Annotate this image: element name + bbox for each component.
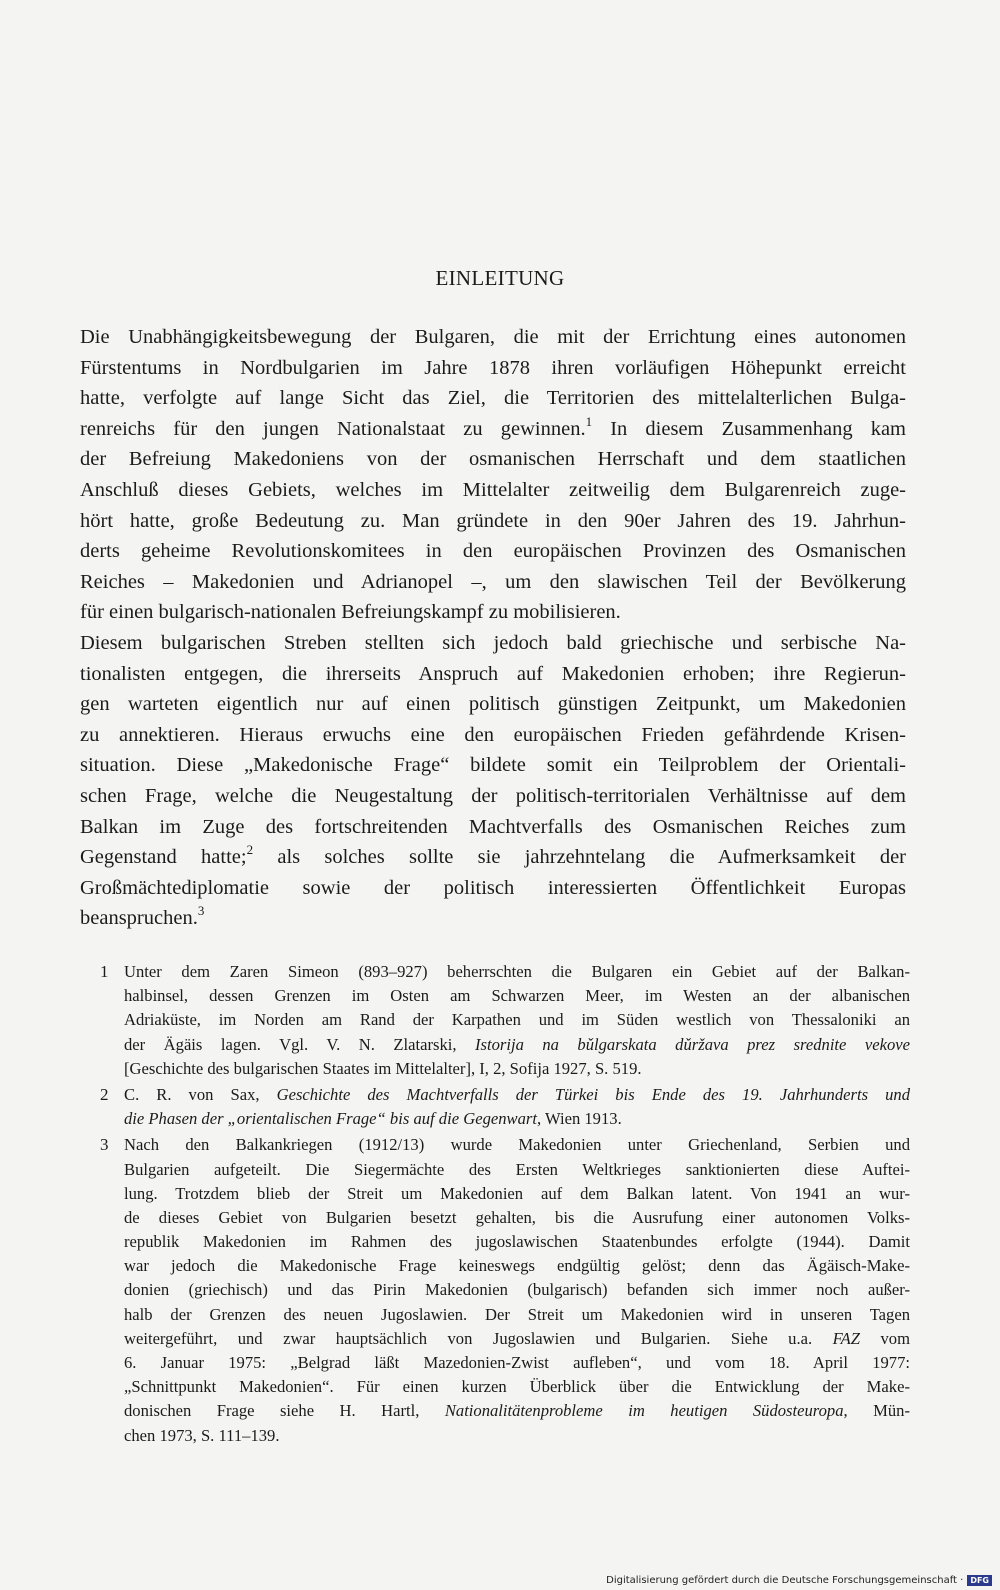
footnote-line: 6. Januar 1975: „Belgrad läßt Mazedonien-Zwist aufleben“, und vom 18. April 1977: bbox=[124, 1353, 910, 1372]
footnote-title: Geschichte des Machtverfalls der Türkei bis Ende des 19. Jahrhunderts und bbox=[276, 1084, 910, 1104]
footnote-line: war jedoch die Makedonische Frage keineswegs endgültig gelöst; denn das Ägäisch-Make- bbox=[124, 1256, 910, 1276]
footnote-line: republik Makedonien im Rahmen des jugoslawischen Staatenbundes erfolgte (1944). Damit bbox=[124, 1232, 910, 1252]
footnote-text: , Mün- bbox=[843, 1401, 910, 1421]
body-line bbox=[80, 903, 906, 934]
body-text bbox=[80, 322, 906, 934]
body-line: schen Frage, welche die Neugestaltung der politisch-territorialen Verhältnisse auf dem bbox=[80, 784, 906, 807]
footer-text: Digitalisierung gefördert durch die Deutsche Forschungsgemeinschaft · bbox=[606, 1575, 964, 1586]
footnote-text: vom bbox=[860, 1328, 910, 1348]
body-line bbox=[80, 414, 906, 445]
footnote-title: Nationalitätenprobleme im heutigen Südosteuropa bbox=[444, 1401, 844, 1421]
body-line bbox=[80, 842, 906, 873]
body-line-text: als solches sollte sie jahrzehntelang die Aufmerksamkeit der bbox=[253, 846, 906, 869]
dfg-logo: DFG bbox=[967, 1575, 992, 1586]
body-line: gen warteten eigentlich nur auf einen politisch günstigen Zeitpunkt, um Makedonien bbox=[80, 693, 906, 716]
body-line: zu annektieren. Hieraus erwuchs eine den europäischen Frieden gefährdende Krisen- bbox=[80, 723, 906, 746]
footnotes bbox=[100, 960, 910, 1450]
footnote-number: 3 bbox=[100, 1135, 109, 1155]
body-line: hört hatte, große Bedeutung zu. Man gründete in den 90er Jahren des 19. Jahrhun- bbox=[80, 509, 906, 532]
footnote-title: Istorija na bǔlgarskata dǔržava prez srednite vekove bbox=[475, 1034, 911, 1054]
footnote-text: C. R. von Sax, bbox=[124, 1084, 277, 1104]
footnote-line: lung. Trotzdem blieb der Streit um Makedonien auf dem Balkan latent. Von 1941 an wur- bbox=[124, 1183, 910, 1203]
footnote-title: FAZ bbox=[832, 1328, 860, 1348]
body-line-text: In diesem Zusammenhang kam bbox=[592, 417, 906, 440]
body-line: Balkan im Zuge des fortschreitenden Machtverfalls des Osmanischen Reiches zum bbox=[80, 815, 906, 838]
body-line: hatte, verfolgte auf lange Sicht das Ziel, die Territorien des mittelalterlichen Bulga- bbox=[80, 387, 906, 410]
footnote-line: de dieses Gebiet von Bulgarien besetzt gehalten, bis die Ausrufung einer autonomen Volks- bbox=[124, 1207, 910, 1227]
body-line: Reiches – Makedonien und Adrianopel –, um den slawischen Teil der Bevölkerung bbox=[80, 570, 906, 593]
footnote-ref-1[interactable]: 1 bbox=[585, 413, 593, 429]
body-line: derts geheime Revolutionskomitees in den europäischen Provinzen des Osmanischen bbox=[80, 540, 906, 563]
body-line: tionalisten entgegen, die ihrerseits Anspruch auf Makedonien erhoben; ihre Regierun- bbox=[80, 662, 906, 685]
footnote-ref-2[interactable]: 2 bbox=[246, 842, 254, 858]
footnote-2 bbox=[100, 1083, 910, 1131]
footnote-line: halb der Grenzen des neuen Jugoslawien. Der Streit um Makedonien wird in unseren Tagen bbox=[124, 1304, 910, 1324]
body-line: Die Unabhängigkeitsbewegung der Bulgaren, die mit der Errichtung eines autonomen bbox=[80, 326, 906, 348]
chapter-heading: EINLEITUNG bbox=[435, 266, 565, 290]
footnote-number: 2 bbox=[100, 1084, 109, 1104]
footnote-line bbox=[124, 1083, 910, 1107]
footnote-title: die Phasen der „orientalischen Frage“ bis auf die Gegenwart bbox=[124, 1109, 537, 1129]
footnote-line: Unter dem Zaren Simeon (893–927) beherrschten die Bulgaren ein Gebiet auf der Balkan- bbox=[124, 962, 910, 981]
footnote-3 bbox=[100, 1133, 910, 1447]
body-line-text: renreichs für den jungen Nationalstaat zu gewinnen. bbox=[80, 417, 586, 440]
footnote-line bbox=[124, 1033, 910, 1057]
footnote-text: donischen Frage siehe H. Hartl, bbox=[124, 1401, 445, 1421]
footnote-text: , Wien 1913. bbox=[536, 1109, 622, 1129]
body-line: Anschluß dieses Gebiets, welches im Mittelalter zeitweilig dem Bulgarenreich zuge- bbox=[80, 478, 906, 501]
body-line: Großmächtediplomatie sowie der politisch interessierten Öffentlichkeit Europas bbox=[80, 876, 906, 899]
body-line: Fürstentums in Nordbulgarien im Jahre 1878 ihren vorläufigen Höhepunkt erreicht bbox=[80, 356, 906, 379]
footnote-line: donien (griechisch) und das Pirin Makedonien (bulgarisch) befanden sich immer noch außer- bbox=[124, 1280, 910, 1300]
body-line: situation. Diese „Makedonische Frage“ bildete somit ein Teilproblem der Orientali- bbox=[80, 754, 906, 777]
footnote-line: Adriaküste, im Norden am Rand der Karpathen und im Süden westlich von Thessaloniki an bbox=[124, 1010, 910, 1030]
digitization-footer bbox=[606, 1575, 992, 1586]
footnote-line bbox=[124, 1327, 910, 1351]
footnote-text: der Ägäis lagen. Vgl. V. N. Zlatarski, bbox=[124, 1034, 476, 1054]
footnote-line: chen 1973, S. 111–139. bbox=[124, 1425, 280, 1445]
footnote-line: Bulgarien aufgeteilt. Die Siegermächte des Ersten Weltkrieges sanktionierten diese Auftei- bbox=[124, 1159, 910, 1179]
footnote-line: „Schnittpunkt Makedonien“. Für einen kurzen Überblick über die Entwicklung der Make- bbox=[124, 1377, 910, 1397]
footnote-1 bbox=[100, 960, 910, 1081]
footnote-line bbox=[124, 1399, 910, 1423]
footnote-ref-3[interactable]: 3 bbox=[197, 903, 205, 919]
footnote-line: halbinsel, dessen Grenzen im Osten am Schwarzen Meer, im Westen an der albanischen bbox=[124, 986, 910, 1006]
body-line: der Befreiung Makedoniens von der osmanischen Herrschaft und dem staatlichen bbox=[80, 448, 906, 471]
body-line-text: beanspruchen. bbox=[80, 907, 198, 930]
footnote-text: weitergeführt, und zwar hauptsächlich von Jugoslawien und Bulgarien. Siehe u.a. bbox=[124, 1328, 833, 1348]
body-line: Diesem bulgarischen Streben stellten sich jedoch bald griechische und serbische Na- bbox=[80, 631, 906, 654]
footnote-line: Nach den Balkankriegen (1912/13) wurde Makedonien unter Griechenland, Serbien und bbox=[124, 1135, 910, 1155]
footnote-number: 1 bbox=[100, 962, 109, 981]
footnote-line bbox=[124, 1107, 910, 1131]
body-line-text: Gegenstand hatte; bbox=[80, 846, 247, 869]
body-line: für einen bulgarisch-nationalen Befreiungskampf zu mobilisieren. bbox=[80, 601, 621, 624]
footnote-line: [Geschichte des bulgarischen Staates im Mittelalter], I, 2, Sofija 1927, S. 519. bbox=[124, 1058, 642, 1078]
